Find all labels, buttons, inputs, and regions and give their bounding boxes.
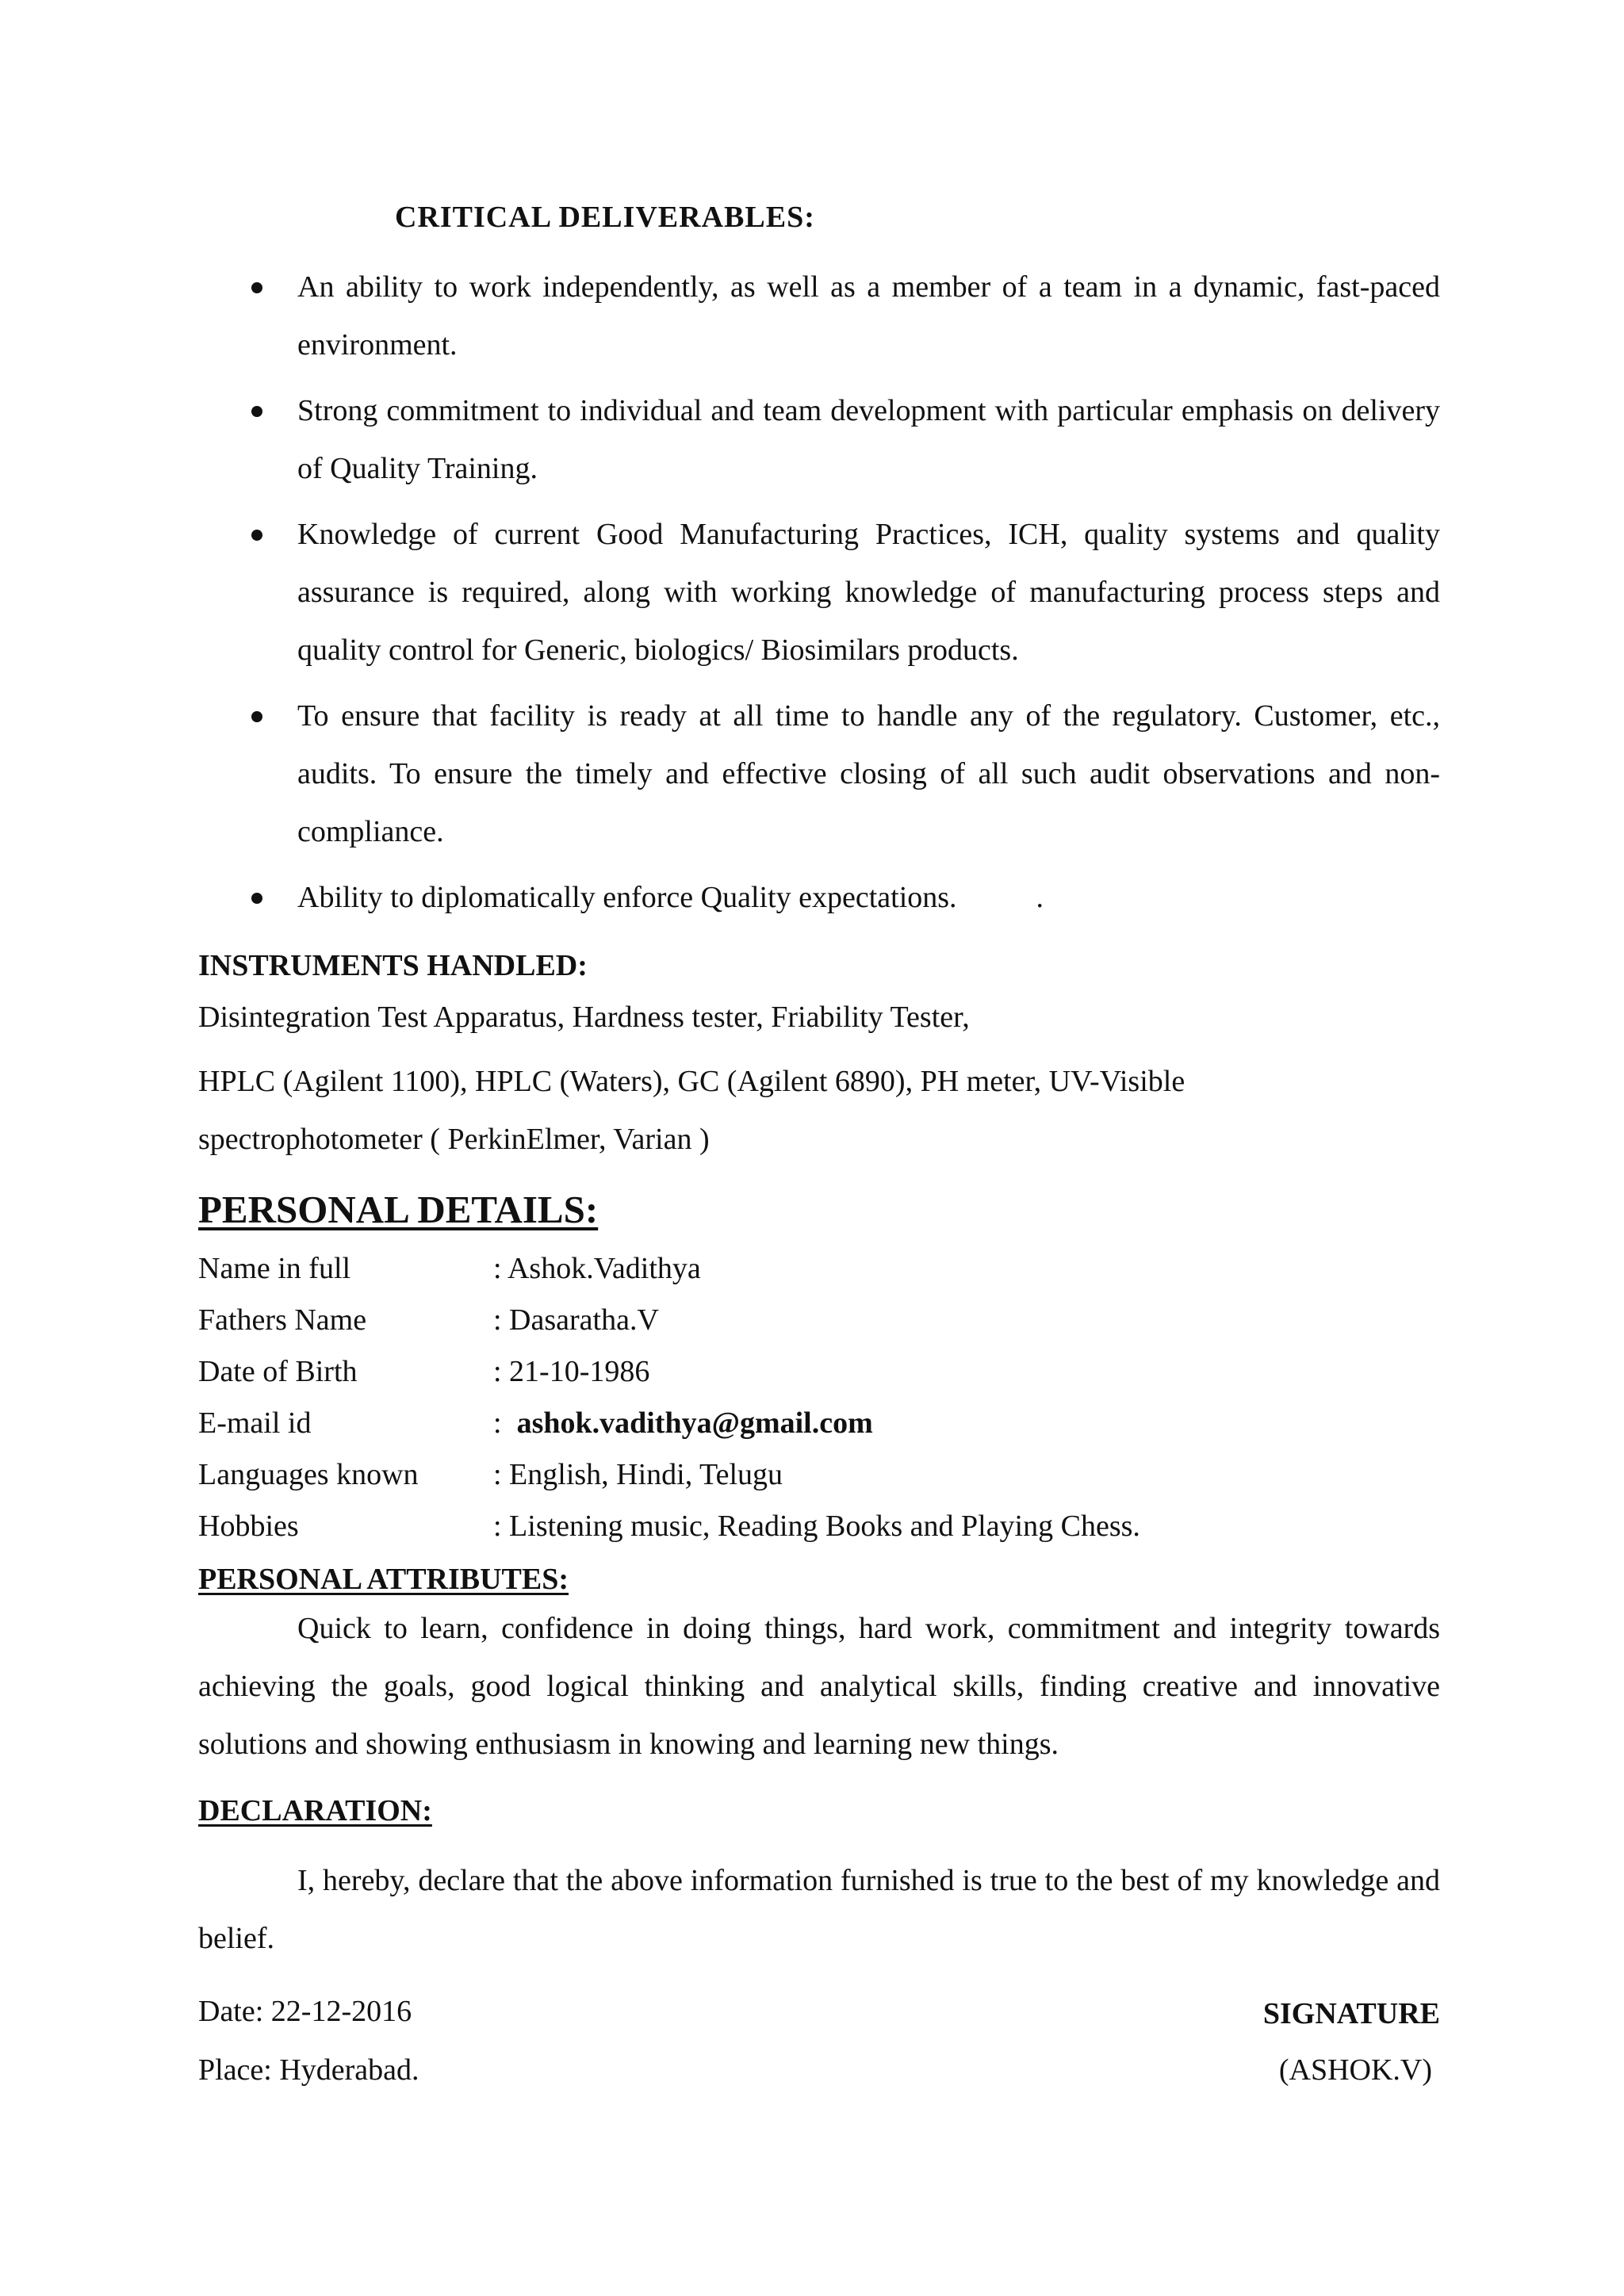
list-item: An ability to work independently, as well as a member of a team in a dynamic, fast-paced environment. bbox=[198, 258, 1440, 374]
bullet-icon bbox=[251, 406, 262, 417]
bullet-icon bbox=[251, 893, 262, 904]
declaration-text: I, hereby, declare that the above information furnished is true to the best of my knowledge and belief. bbox=[198, 1864, 1440, 1955]
list-item: Strong commitment to individual and team development with particular emphasis on delivery of Quality Training. bbox=[198, 382, 1440, 498]
instruments-line-2: HPLC (Agilent 1100), HPLC (Waters), GC (Agilent 6890), PH meter, UV-Visible bbox=[198, 1065, 1185, 1098]
bullet-icon bbox=[251, 530, 262, 541]
instruments-line-3: spectrophotometer ( PerkinElmer, Varian ) bbox=[198, 1123, 710, 1156]
bullet-icon bbox=[251, 282, 262, 293]
email-link[interactable]: ashok.vadithya@gmail.com bbox=[516, 1406, 873, 1440]
list-item: Ability to diplomatically enforce Quality expectations. . bbox=[198, 869, 1440, 927]
resume-page: CRITICAL DELIVERABLES: An ability to work independently, as well as a member of a team in a dynamic, fast-paced environment. Strong commitment to individual and team development with particular emphasis on delivery of Quality Training. Knowledge of current Good Manufacturing Practices, ICH, quality systems and quality assurance is required, along with working knowledge of manufacturing process steps and quality control for Generic, biologics/ Biosimilars products. To ensure that facility is ready at all time to handle any of the regulatory. Customer, etc., audits. To ensure the timely and effective closing of all such audit observations and non-compliance. Ability to diplomatically enforce Quality expectations. . INSTRUMENTS HANDLED: Disintegration Test Apparatus, Hardness tester, Friability Tester, HPLC (Agilent 1100), HPLC (Waters), GC (Agilent 6890), PH meter, UV-Visible spectrophotometer ( PerkinElmer, Varian ) PERSONAL DETAILS: Name in full : Ashok.Vadithya Fathers Name : Dasaratha.V Date of Birth : 21-10-1986 E-mail id : ashok.vadithya@gmail.com Languages known : English, Hindi, Telugu Hobbies : Listening music, Reading Books and Playing Chess. PERSONAL ATTRIBUTES: Quick to learn, confidence in doing things, hard work, commitment and integrity towards achieving the goals, good logical thinking and analytical skills, finding creative and innovative solutions and showing enthusiasm in knowing and learning new things. DECLARATION: I, hereby, declare that the above information furnished is true to the best of my knowledge and belief. Date: 22-12-2016 Place: Hyderabad. SIGNATURE (ASHOK.V) bbox=[198, 201, 1440, 2087]
bullet-icon bbox=[251, 711, 262, 722]
instruments-heading: INSTRUMENTS HANDLED: bbox=[198, 949, 588, 982]
declaration-heading: DECLARATION: bbox=[198, 1794, 432, 1827]
list-item: To ensure that facility is ready at all time to handle any of the regulatory. Customer, etc., audits. To ensure the timely and effective closing of all such audit observations and non-compliance. bbox=[198, 687, 1440, 861]
personal-attributes-text: Quick to learn, confidence in doing things, hard work, commitment and integrity towards achieving the goals, good logical thinking and analytical skills, finding creative and innovative solutions and showing enthusiasm in knowing and learning new things. bbox=[198, 1612, 1440, 1761]
critical-deliverables-heading: CRITICAL DELIVERABLES: bbox=[395, 201, 815, 234]
date-line: Date: 22-12-2016 bbox=[198, 1995, 412, 2028]
place-line: Place: Hyderabad. bbox=[198, 2053, 419, 2087]
list-item: Knowledge of current Good Manufacturing Practices, ICH, quality systems and quality assurance is required, along with working knowledge of manufacturing process steps and quality control for Generic, biologics/ Biosimilars products. bbox=[198, 506, 1440, 679]
trailing-period: . bbox=[1036, 881, 1044, 914]
instruments-line-1: Disintegration Test Apparatus, Hardness tester, Friability Tester, bbox=[198, 1001, 970, 1034]
signature-name: (ASHOK.V) bbox=[1278, 2053, 1432, 2087]
personal-attributes-heading: PERSONAL ATTRIBUTES: bbox=[198, 1563, 569, 1596]
critical-deliverables-list bbox=[198, 258, 1440, 935]
personal-details-heading: PERSONAL DETAILS: bbox=[198, 1188, 599, 1231]
signature-title: SIGNATURE bbox=[1262, 1997, 1440, 2030]
